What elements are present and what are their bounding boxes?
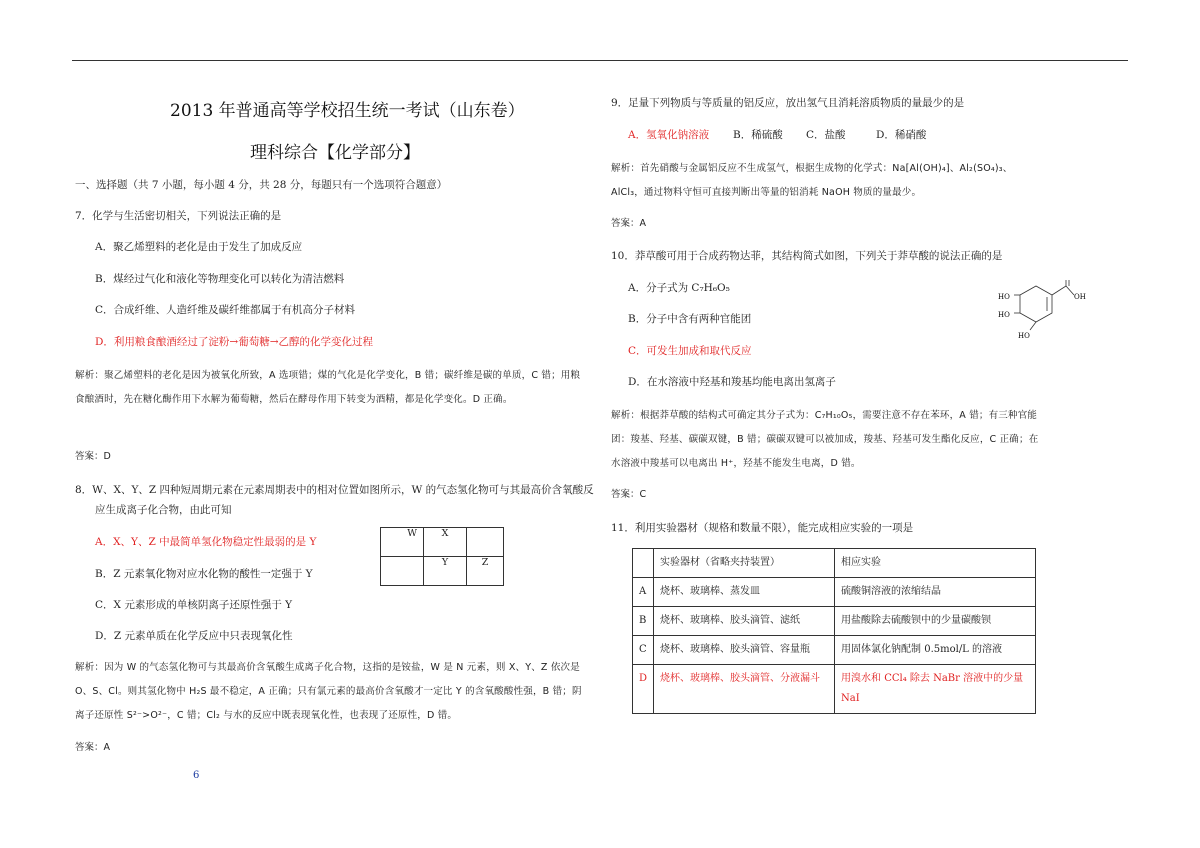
q10-option-c: C．可发生加成和取代反应	[628, 345, 752, 357]
q10-option-b: B．分子中含有两种官能团	[628, 313, 752, 325]
table-header-cell: 相应实验	[835, 549, 1036, 578]
q9-option-a: A．氢氧化钠溶液	[628, 129, 710, 141]
q7-stem: 7．化学与生活密切相关，下列说法正确的是	[75, 210, 282, 222]
structure-label: HO	[998, 293, 1010, 301]
table-cell: A	[633, 578, 654, 607]
table-cell: C	[633, 636, 654, 665]
q10-answer: 答案：C	[611, 489, 647, 500]
table-header-cell	[633, 549, 654, 578]
table-row	[633, 665, 1036, 714]
q8-option-d: D．Z 元素单质在化学反应中只表现氧化性	[95, 630, 293, 642]
exam-title: 2013 年普通高等学校招生统一考试（山东卷）	[170, 101, 525, 121]
q9-stem: 9．足量下列物质与等质量的铝反应，放出氢气且消耗溶质物质的量最少的是	[611, 97, 965, 109]
q10-analysis: 解析：根据莽草酸的结构式可确定其分子式为：C₇H₁₀O₅，需要注意不存在苯环，A 错；有三种官能团：羧基、羟基、碳碳双键，B 错；碳碳双键可以被加成，羧基、羟基可发生酯化反应，C 正确；在水溶液中羧基可以电离出 H⁺，羟基不能发生电离，D 错。	[611, 410, 1039, 469]
bond	[1066, 286, 1074, 295]
shikimic-acid-structure	[990, 280, 1090, 340]
structure-label: OH	[1074, 293, 1086, 301]
q8-option-a: A．X、Y、Z 中最简单氢化物稳定性最弱的是 Y	[95, 536, 317, 548]
q10-option-a: A．分子式为 C₇H₆O₅	[628, 282, 730, 294]
q8-option-c: C．X 元素形成的单核阴离子还原性强于 Y	[95, 599, 293, 611]
q7-option-a: A．聚乙烯塑料的老化是由于发生了加成反应	[95, 241, 303, 253]
q7-option-d: D．利用粮食酿酒经过了淀粉→葡萄糖→乙醇的化学变化过程	[95, 336, 374, 348]
q9-option-c: C．盐酸	[806, 129, 846, 141]
q7-analysis: 解析：聚乙烯塑料的老化是因为被氧化所致，A 选项错；煤的气化是化学变化，B 错；碳纤维是碳的单质，C 错；用粮食酿酒时，先在糖化酶作用下水解为葡萄糖，然后在酵母作用下转变为酒精，都是化学变化。D 正确。	[75, 370, 581, 405]
table-cell: B	[633, 607, 654, 636]
q10-stem: 10．莽草酸可用于合成药物达菲，其结构简式如图，下列关于莽草酸的说法正确的是	[611, 250, 1003, 262]
header-rule	[72, 60, 1128, 61]
table-cell: 硫酸铜溶液的浓缩结晶	[835, 578, 1036, 607]
q8-stem-line1: 8．W、X、Y、Z 四种短周期元素在元素周期表中的相对位置如图所示，W 的气态氢化物可与其最高价含氧酸反	[75, 484, 594, 496]
exam-subtitle: 理科综合【化学部分】	[250, 143, 420, 163]
q7-answer: 答案：D	[75, 451, 111, 462]
q8-analysis: 解析：因为 W 的气态氢化物可与其最高价含氧酸生成离子化合物，这指的是铵盐，W 是 N 元素，则 X、Y、Z 依次是 O、S、Cl。则其氢化物中 H₂S 最不稳定，A 正确；只有氯元素的最高价含氧酸才一定比 Y 的含氧酸酸性强，B 错；阴离子还原性 S²⁻>O²⁻，C 错；Cl₂ 与水的反应中既表现氧化性，也表现了还原性，D 错。	[75, 662, 582, 721]
table-cell: 用固体氯化钠配制 0.5mol/L 的溶液	[835, 636, 1036, 665]
structure-label: HO	[998, 311, 1010, 319]
q9-option-d: D．稀硝酸	[876, 129, 927, 141]
q10-option-d: D．在水溶液中羟基和羧基均能电离出氢离子	[628, 376, 836, 388]
grid-cell: X	[424, 528, 467, 557]
table-cell: 烧杯、玻璃棒、蒸发皿	[654, 578, 835, 607]
grid-cell	[381, 557, 424, 586]
table-cell: 烧杯、玻璃棒、胶头滴管、容量瓶	[654, 636, 835, 665]
experiment-table	[632, 548, 1036, 714]
table-cell: 用溴水和 CCl₄ 除去 NaBr 溶液中的少量 NaI	[835, 665, 1036, 714]
bond	[1030, 322, 1036, 330]
table-cell: 烧杯、玻璃棒、胶头滴管、滤纸	[654, 607, 835, 636]
q9-option-b: B．稀硫酸	[733, 129, 783, 141]
table-row	[633, 578, 1036, 607]
q7-option-c: C．合成纤维、人造纤维及碳纤维都属于有机高分子材料	[95, 304, 356, 316]
q8-answer: 答案：A	[75, 742, 110, 753]
q8-stem-line2: 应生成离子化合物，由此可知	[95, 504, 232, 516]
q9-answer: 答案：A	[611, 218, 646, 229]
section-heading: 一、选择题（共 7 小题，每小题 4 分，共 28 分，每题只有一个选项符合题意）	[75, 179, 448, 191]
table-header-cell: 实验器材（省略夹持装置）	[654, 549, 835, 578]
q7-option-b: B．煤经过气化和液化等物理变化可以转化为清洁燃料	[95, 273, 345, 285]
table-row	[633, 607, 1036, 636]
table-cell: 烧杯、玻璃棒、胶头滴管、分液漏斗	[654, 665, 835, 714]
grid-cell: Z	[467, 557, 504, 586]
structure-label: HO	[1018, 332, 1030, 340]
grid-cell	[467, 528, 504, 557]
q8-option-b: B．Z 元素氧化物对应水化物的酸性一定强于 Y	[95, 568, 313, 580]
q9-analysis: 解析：首先硝酸与金属铝反应不生成氢气，根据生成物的化学式：Na[Al(OH)₄]、Al₂(SO₄)₃、AlCl₃，通过物料守恒可直接判断出等量的铝消耗 NaOH 物质的量最少。	[611, 163, 1013, 198]
grid-cell: W	[381, 528, 424, 557]
periodic-position-grid	[380, 527, 504, 586]
page-number: 6	[193, 770, 200, 781]
table-cell: D	[633, 665, 654, 714]
table-row	[633, 636, 1036, 665]
table-header-row	[633, 549, 1036, 578]
table-cell: 用盐酸除去硫酸钡中的少量碳酸钡	[835, 607, 1036, 636]
grid-cell: Y	[424, 557, 467, 586]
bond	[1052, 286, 1066, 295]
q11-stem: 11．利用实验器材（规格和数量不限），能完成相应实验的一项是	[611, 522, 914, 534]
